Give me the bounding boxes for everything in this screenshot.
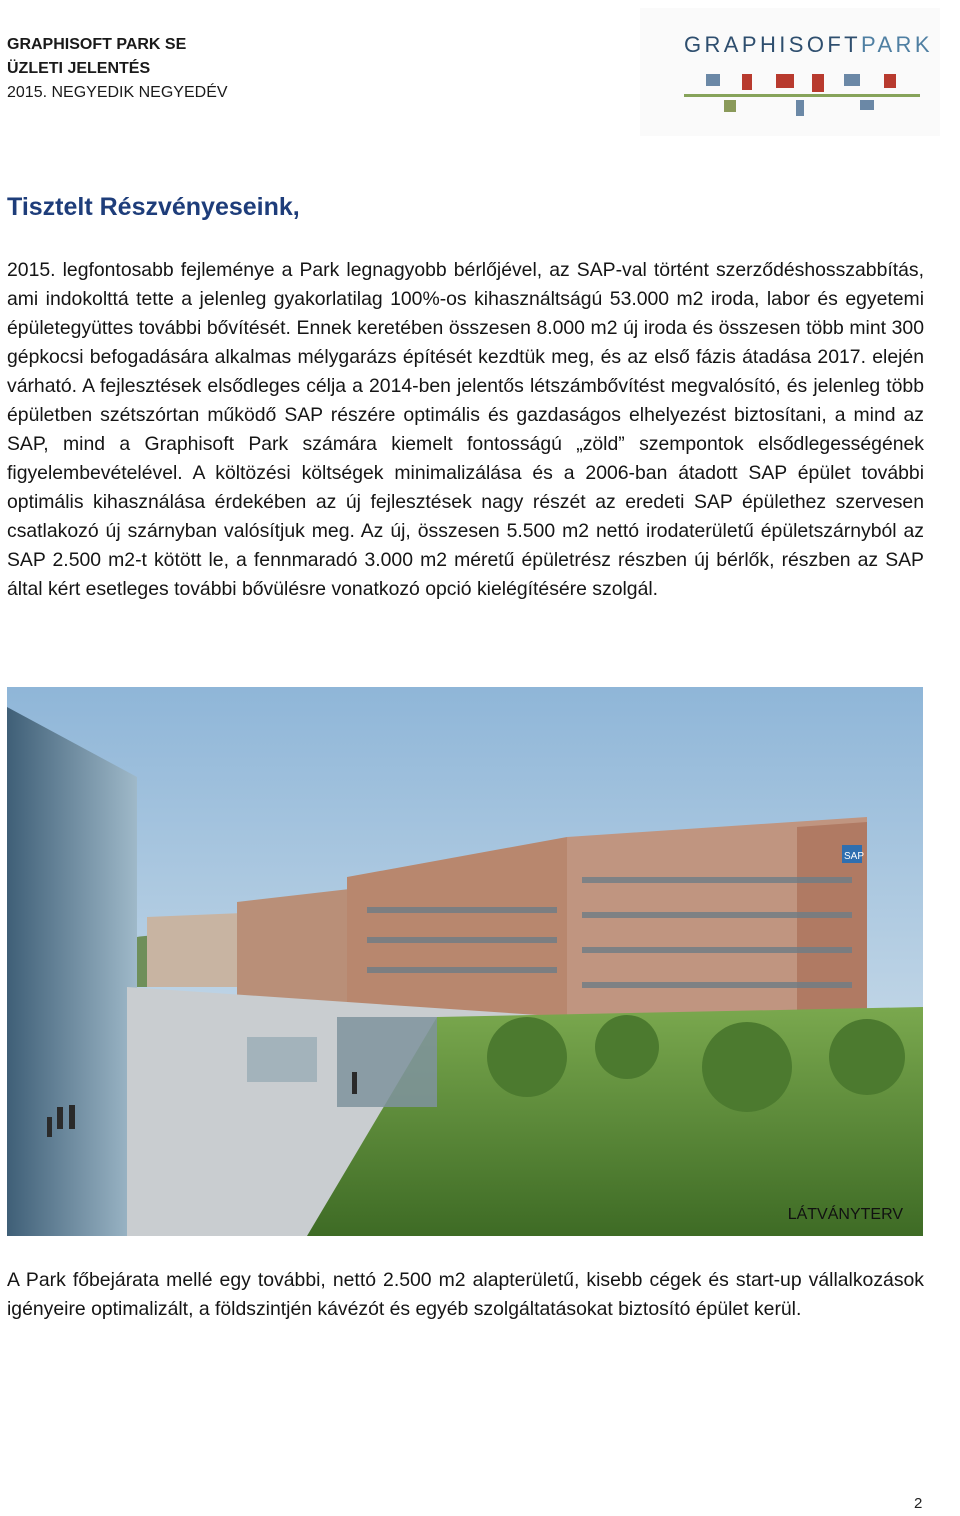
architectural-rendering bbox=[7, 687, 923, 1236]
logo-bar bbox=[812, 74, 824, 92]
window-row bbox=[582, 877, 852, 883]
main-paragraph: 2015. legfontosabb fejleménye a Park legnagyobb bérlőjével, az SAP-val történt szerződéshosszabbítás, ami indokolttá tette a jelenleg gyakorlatilag 100%-os kihasználtságú 53.000 m2 iroda, labor és egyetemi épületegyüttes további bővítését. Ennek keretében összesen 8.000 m2 új iroda és összesen több mint 300 gépkocsi befogadására alkalmas mélygarázs építését kezdtük meg, és az első fázis átadása 2017. elején várható. A fejlesztések elsődleges célja a 2014-ben jelentős létszámbővítést megvalósító, és jelenleg több épületben szétszórtan működő SAP részére optimális és gazdaságos elhelyezést biztosítani, a mind az SAP, mind a Graphisoft Park számára kiemelt fontosságú „zöld” szempontok elsődlegességének figyelembevételével. A költözési költségek minimalizálása és a 2006-ban átadott SAP épület további optimális kihasználása érdekében az új fejlesztések nagy részét az eredeti SAP épülethez szervesen csatlakozó új szárnyban valósítjuk meg. Az új, összesen 5.500 m2 nettó irodaterületű épületszárnyból az SAP 2.500 m2-t kötött le, a fennmaradó 3.000 m2 méretű épületrész részben új bérlők, részben az SAP által kért esetleges további bővülésre vonatkozó opció kielégítésére szolgál. bbox=[7, 259, 924, 600]
window-row bbox=[582, 947, 852, 953]
glass-facade-left bbox=[7, 707, 137, 1236]
window-row bbox=[582, 912, 852, 918]
window-row bbox=[582, 982, 852, 988]
tree bbox=[595, 1015, 659, 1079]
logo-text-light: PARK bbox=[861, 32, 933, 57]
company-name: GRAPHISOFT PARK SE bbox=[7, 36, 187, 53]
window-row bbox=[367, 937, 557, 943]
logo-bar bbox=[796, 100, 804, 116]
tree bbox=[487, 1017, 567, 1097]
salutation: Tisztelt Részvényeseink, bbox=[7, 193, 300, 221]
person bbox=[352, 1072, 357, 1094]
second-paragraph: A Park főbejárata mellé egy további, nettó 2.500 m2 alapterületű, kisebb cégek és start-up vállalkozások igényeire optimalizált, a földszintjén kávézót és egyéb szolgáltatásokat biztosító épület kerül. bbox=[7, 1269, 924, 1320]
logo-bar bbox=[776, 74, 794, 88]
report-title: ÜZLETI JELENTÉS bbox=[7, 60, 151, 77]
logo-bar bbox=[884, 74, 896, 88]
person bbox=[69, 1105, 75, 1129]
logo-bar bbox=[742, 74, 752, 90]
logo-bar bbox=[724, 100, 736, 112]
tree bbox=[702, 1022, 792, 1112]
person bbox=[47, 1117, 52, 1137]
window-row bbox=[367, 907, 557, 913]
logo-line bbox=[684, 94, 920, 97]
page-number: 2 bbox=[914, 1495, 923, 1512]
window-row bbox=[367, 967, 557, 973]
logo-text-dark: GRAPHISOFT bbox=[684, 32, 862, 57]
page-header bbox=[7, 33, 228, 105]
sap-sign-text: SAP bbox=[844, 851, 865, 862]
rendering-illustration bbox=[7, 687, 923, 1236]
tree bbox=[829, 1019, 905, 1095]
logo-bar bbox=[706, 74, 720, 86]
kiosk bbox=[247, 1037, 317, 1082]
logo-wordmark bbox=[684, 32, 933, 58]
image-caption: LÁTVÁNYTERV bbox=[787, 1206, 903, 1223]
logo-graphic bbox=[684, 70, 920, 118]
person bbox=[57, 1107, 63, 1129]
report-period: 2015. NEGYEDIK NEGYEDÉV bbox=[7, 84, 228, 101]
logo-bar bbox=[844, 74, 860, 86]
logo-bar bbox=[860, 100, 874, 110]
company-logo bbox=[640, 8, 940, 136]
